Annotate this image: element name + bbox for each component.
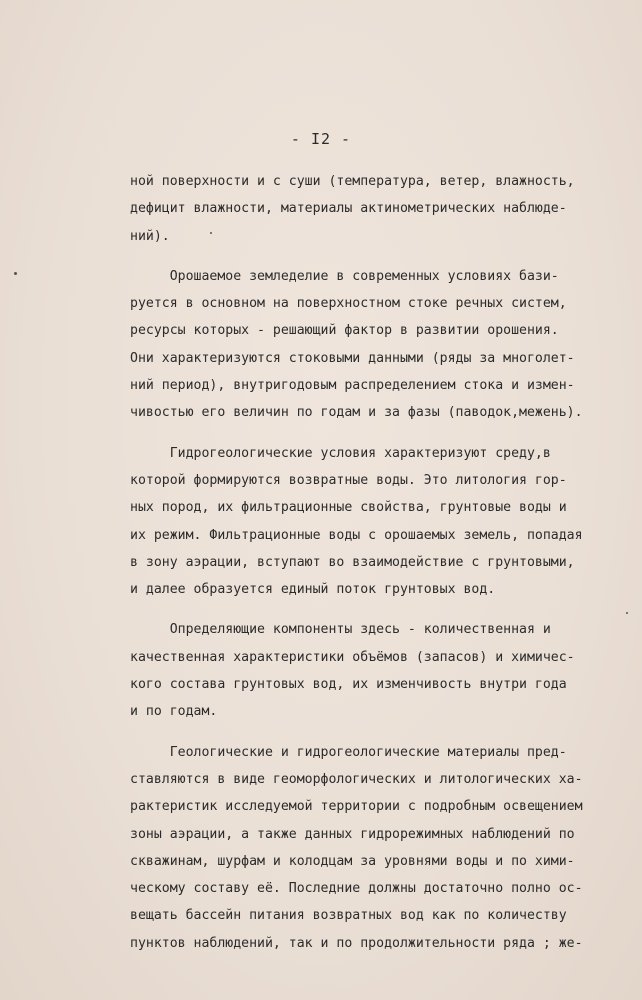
text-line: ной поверхности и с суши (температура, ветер, влажность,: [130, 174, 575, 189]
text-line: которой формируются возвратные воды. Это литология гор-: [130, 472, 567, 488]
paragraph-gap: [130, 603, 616, 616]
text-line: Орошаемое земледелие в современных условиях бази-: [130, 268, 559, 284]
page-number: - I2 -: [290, 130, 352, 148]
paragraph-gap: [130, 250, 616, 263]
text-line: рактеристик исследуемой территории с подробным освещением: [130, 799, 583, 815]
paragraph-gap: [130, 427, 616, 440]
text-line: ресурсы которых - решающий фактор в развитии орошения.: [130, 323, 559, 339]
paper-speck: [626, 612, 628, 614]
text-line: чивостью его величин по годам и за фазы (паводок,межень).: [130, 405, 583, 421]
text-line: ставляются в виде геоморфологических и литологических ха-: [130, 771, 583, 787]
text-line: ний).: [130, 228, 170, 244]
text-line: Определяющие компоненты здесь - количественная и: [130, 622, 551, 638]
text-line: дефицит влажности, материалы актинометрических наблюде-: [130, 201, 567, 217]
paragraph-gap: [130, 726, 616, 739]
text-line: ний период), внутригодовым распределением стока и измен-: [130, 378, 575, 394]
text-line: и по годам.: [130, 704, 218, 720]
text-line: их режим. Фильтрационные воды с орошаемых земель, попадая: [130, 527, 583, 543]
paper-speck: [14, 272, 17, 275]
text-line: в зону аэрации, вступают во взаимодействие с грунтовыми,: [130, 554, 575, 570]
text-line: кого состава грунтовых вод, их изменчивость внутри года: [130, 677, 567, 693]
text-line: ных пород, их фильтрационные свойства, грунтовые воды и: [130, 500, 567, 516]
text-line: качественная характеристики объёмов (запасов) и химичес-: [130, 649, 575, 665]
text-line: и далее образуется единый поток грунтовых вод.: [130, 582, 496, 598]
text-line: пунктов наблюдений, так и по продолжительности ряда ; же-: [130, 935, 583, 951]
text-line: Гидрогеологические условия характеризуют среду,в: [130, 445, 551, 461]
body-text: [130, 168, 616, 957]
text-line: скважинам, шурфам и колодцам за уровнями воды и по хими-: [130, 853, 575, 869]
text-line: зоны аэрации, а также данных гидрорежимных наблюдений по: [130, 826, 575, 842]
text-line: Они характеризуются стоковыми данными (ряды за многолет-: [130, 350, 575, 366]
text-line: вещать бассейн питания возвратных вод как по количеству: [130, 908, 567, 924]
text-line: ческому составу её. Последние должны достаточно полно ос-: [130, 881, 583, 897]
text-line: Геологические и гидрогеологические материалы пред-: [130, 744, 567, 760]
text-line: руется в основном на поверхностном стоке речных систем,: [130, 296, 567, 312]
